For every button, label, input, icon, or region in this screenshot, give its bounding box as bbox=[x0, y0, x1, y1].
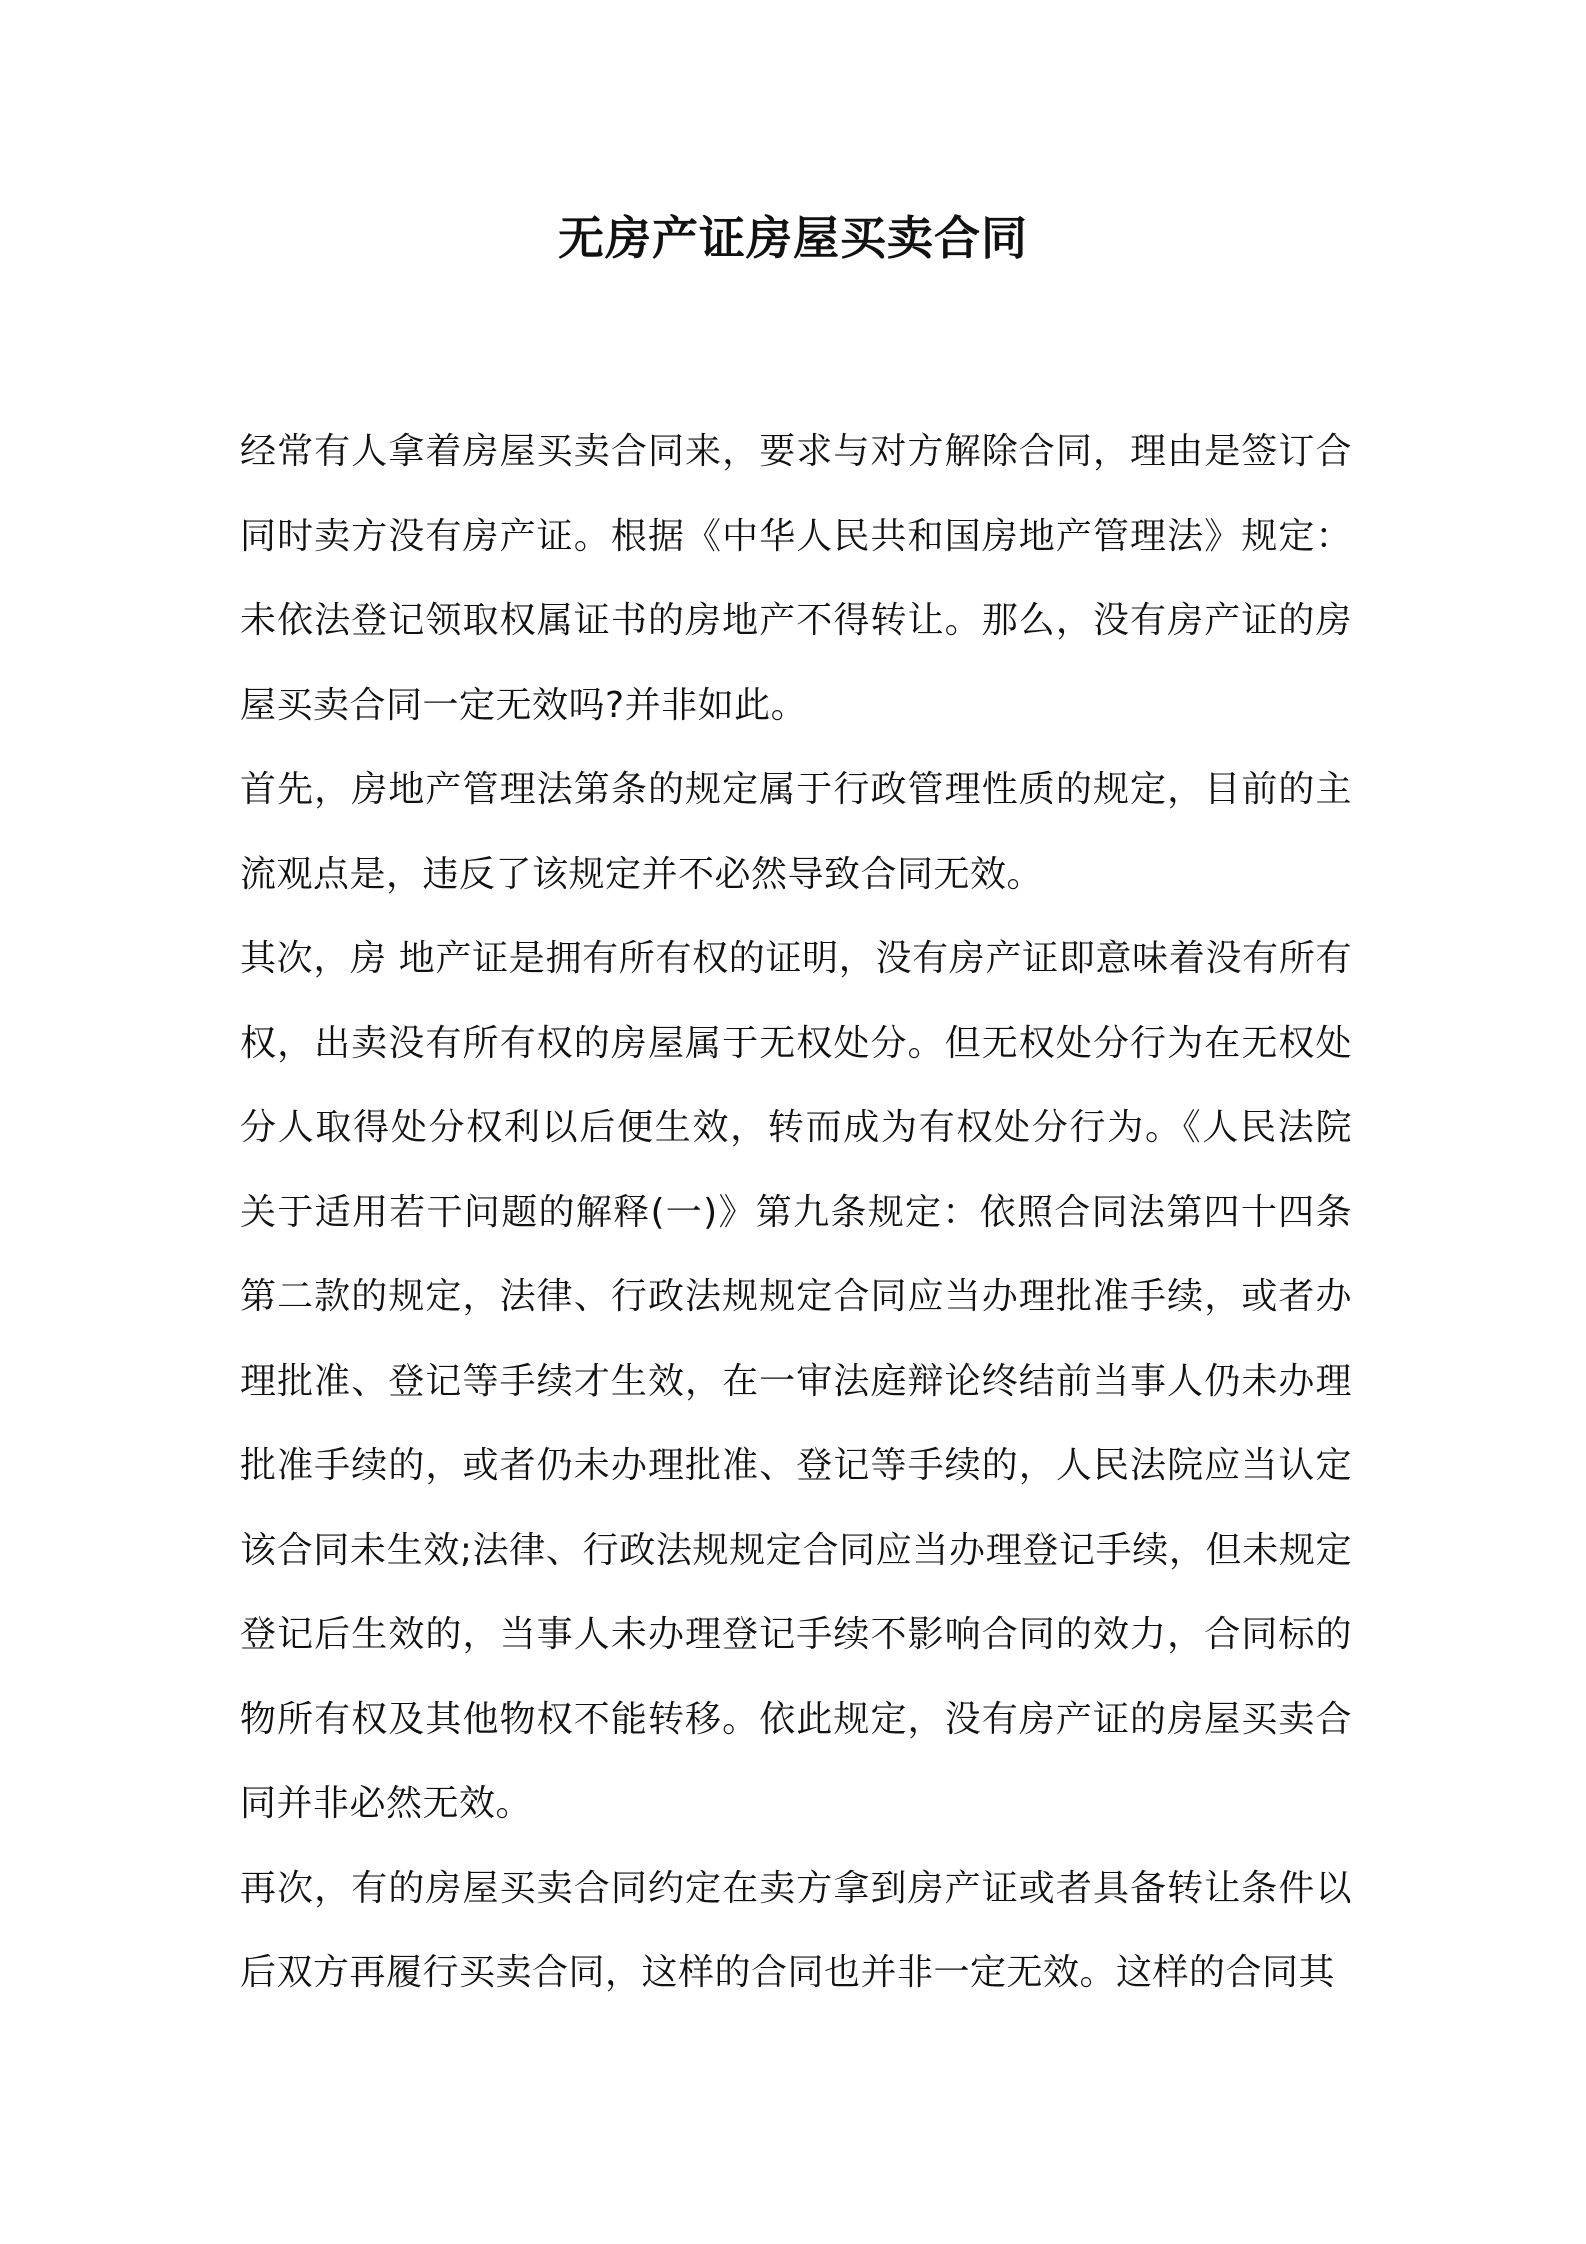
paragraph-second-point: 其次，房 地产证是拥有所有权的证明，没有房产证即意味着没有所有权，出卖没有所有权的房屋属于无权处分。但无权处分行为在无权处分人取得处分权利以后便生效，转而成为有权处分行为。《人民法院关于适用若干问题的解释(一)》第九条规定：依照合同法第四十四条第二款的规定，法律、行政法规规定合同应当办理批准手续，或者办理批准、登记等手续才生效，在一审法庭辩论终结前当事人仍未办理批准手续的，或者仍未办理批准、登记等手续的，人民法院应当认定该合同未生效;法律、行政法规规定合同应当办理登记手续，但未规定登记后生效的，当事人未办理登记手续不影响合同的效力，合同标的物所有权及其他物权不能转移。依此规定，没有房产证的房屋买卖合同并非必然无效。 bbox=[240, 938, 1352, 1824]
paragraph-first-point: 首先，房地产管理法第条的规定属于行政管理性质的规定，目前的主流观点是，违反了该规定并不必然导致合同无效。 bbox=[240, 769, 1352, 895]
document-body bbox=[240, 410, 1352, 2016]
paragraph-third-point: 再次，有的房屋买卖合同约定在卖方拿到房产证或者具备转让条件以后双方再履行买卖合同，这样的合同也并非一定无效。这样的合同其 bbox=[240, 1867, 1352, 1993]
document-title: 无房产证房屋买卖合同 bbox=[558, 211, 1028, 265]
paragraph-intro: 经常有人拿着房屋买卖合同来，要求与对方解除合同，理由是签订合同时卖方没有房产证。根据《中华人民共和国房地产管理法》规定：未依法登记领取权属证书的房地产不得转让。那么，没有房产证的房屋买卖合同一定无效吗?并非如此。 bbox=[240, 431, 1352, 726]
